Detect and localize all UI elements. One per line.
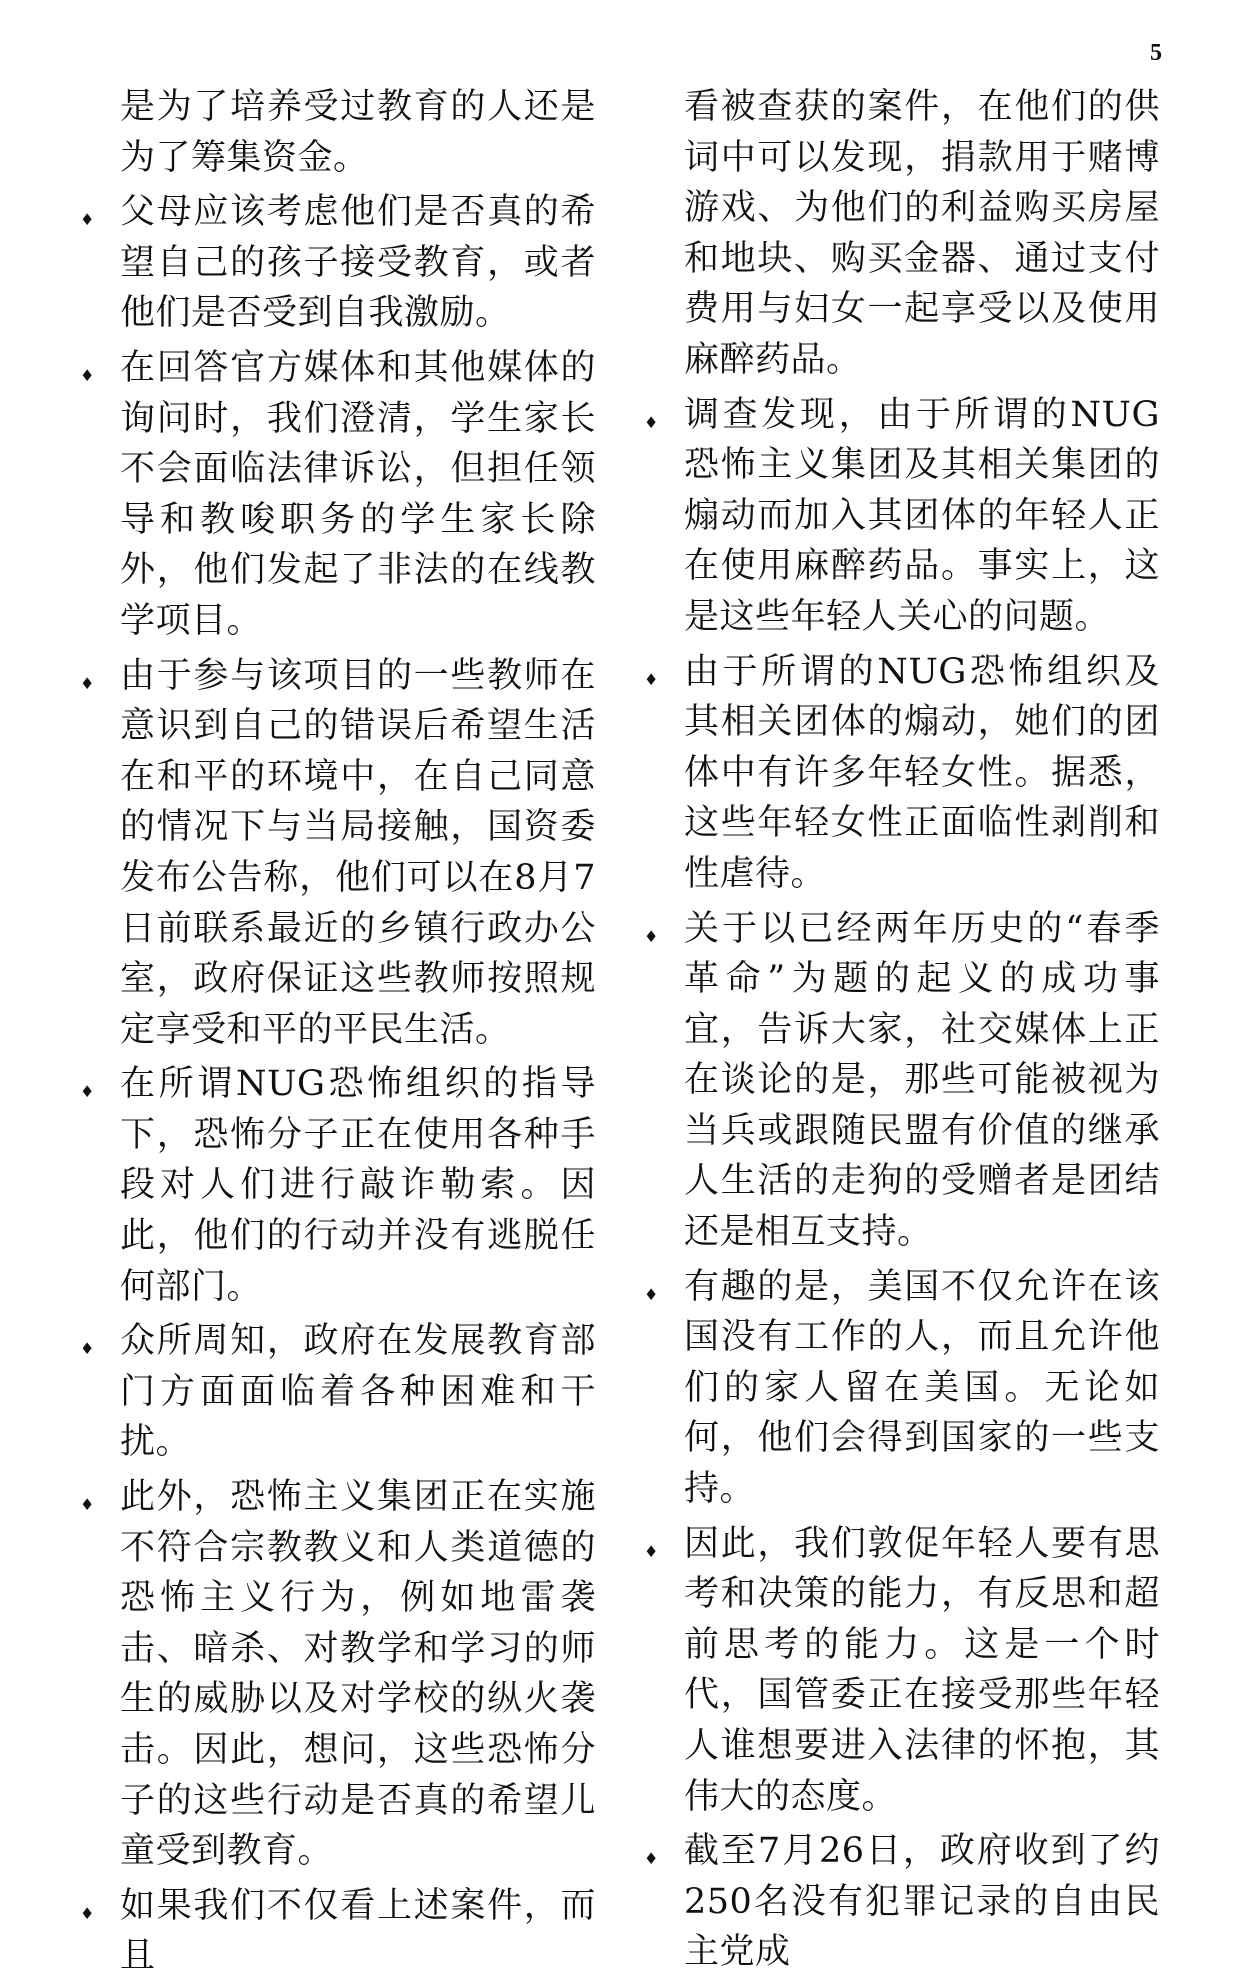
diamond-bullet-icon: ♦ xyxy=(644,1849,659,1869)
right-paragraph-5 xyxy=(640,1262,1160,1515)
paragraph-text: 因此，我们敦促年轻人要有思考和决策的能力，有反思和超前思考的能力。这是一个时代，国管委正在接受那些年轻人谁想要进入法律的怀抱，其伟大的态度。 xyxy=(684,1523,1160,1817)
right-paragraph-7 xyxy=(640,1826,1160,1978)
paragraph-text: 父母应该考虑他们是否真的希望自己的孩子接受教育，或者他们是否受到自我激励。 xyxy=(120,192,596,334)
paragraph-text: 有趣的是，美国不仅允许在该国没有工作的人，而且允许他们的家人留在美国。无论如何，他们会得到国家的一些支持。 xyxy=(684,1266,1160,1510)
left-paragraph-3 xyxy=(76,343,596,647)
left-paragraph-5 xyxy=(76,1059,596,1312)
left-paragraph-1 xyxy=(76,82,596,183)
diamond-bullet-icon: ♦ xyxy=(644,669,659,689)
diamond-bullet-icon: ♦ xyxy=(644,926,659,946)
right-paragraph-6 xyxy=(640,1519,1160,1823)
diamond-bullet-icon: ♦ xyxy=(80,1903,95,1923)
diamond-bullet-icon: ♦ xyxy=(644,1541,659,1561)
paragraph-text: 截至7月26日，政府收到了约250名没有犯罪记录的自由民主党成 xyxy=(684,1831,1160,1973)
paragraph-text: 如果我们不仅看上述案件，而且 xyxy=(120,1885,596,1977)
right-paragraph-2 xyxy=(640,390,1160,643)
paragraph-text: 众所周知，政府在发展教育部门方面面临着各种困难和干扰。 xyxy=(120,1321,596,1463)
left-paragraph-7 xyxy=(76,1472,596,1877)
right-paragraph-3 xyxy=(640,647,1160,900)
diamond-bullet-icon: ♦ xyxy=(80,1082,95,1102)
paragraph-text: 由于所谓的NUG恐怖组织及其相关团体的煽动，她们的团体中有许多年轻女性。据悉，这些年轻女性正面临性剥削和性虐待。 xyxy=(684,651,1160,894)
page-number: 5 xyxy=(1150,40,1162,66)
diamond-bullet-icon: ♦ xyxy=(80,1495,95,1515)
right-column xyxy=(640,82,1160,1982)
left-column xyxy=(76,82,596,1986)
left-paragraph-8 xyxy=(76,1881,596,1982)
paragraph-text: 看被查获的案件，在他们的供词中可以发现，捐款用于赌博游戏、为他们的利益购买房屋和地块、购买金器、通过支付费用与妇女一起享受以及使用麻醉药品。 xyxy=(684,87,1160,380)
left-paragraph-6 xyxy=(76,1316,596,1468)
diamond-bullet-icon: ♦ xyxy=(644,1284,659,1304)
left-paragraph-2 xyxy=(76,187,596,339)
paragraph-text: 由于参与该项目的一些教师在意识到自己的错误后希望生活在和平的环境中，在自己同意的情况下与当局接触，国资委发布公告称，他们可以在8月7日前联系最近的乡镇行政办公室，政府保证这些教师按照规定享受和平的平民生活。 xyxy=(120,655,596,1050)
paragraph-text: 关于以已经两年历史的“春季革命”为题的起义的成功事宜，告诉大家，社交媒体上正在谈论的是，那些可能被视为当兵或跟随民盟有价值的继承人生活的走狗的受赠者是团结还是相互支持。 xyxy=(684,908,1160,1253)
paragraph-text: 调查发现，由于所谓的NUG恐怖主义集团及其相关集团的煽动而加入其团体的年轻人正在使用麻醉药品。事实上，这是这些年轻人关心的问题。 xyxy=(684,394,1160,637)
paragraph-text: 在所谓NUG恐怖组织的指导下，恐怖分子正在使用各种手段对人们进行敲诈勒索。因此，他们的行动并没有逃脱任何部门。 xyxy=(120,1064,596,1307)
paragraph-text: 是为了培养受过教育的人还是为了筹集资金。 xyxy=(120,87,596,178)
paragraph-text: 在回答官方媒体和其他媒体的询问时，我们澄清，学生家长不会面临法律诉讼，但担任领导和教唆职务的学生家长除外，他们发起了非法的在线教学项目。 xyxy=(120,347,596,641)
right-paragraph-1 xyxy=(640,82,1160,386)
paragraph-text: 此外，恐怖主义集团正在实施不符合宗教教义和人类道德的恐怖主义行为，例如地雷袭击、暗杀、对教学和学习的师生的威胁以及对学校的纵火袭击。因此，想问，这些恐怖分子的这些行动是否真的希望儿童受到教育。 xyxy=(120,1477,596,1872)
diamond-bullet-icon: ♦ xyxy=(80,1339,95,1359)
diamond-bullet-icon: ♦ xyxy=(80,365,95,385)
diamond-bullet-icon: ♦ xyxy=(80,210,95,230)
left-paragraph-4 xyxy=(76,651,596,1056)
diamond-bullet-icon: ♦ xyxy=(644,412,659,432)
right-paragraph-4 xyxy=(640,904,1160,1258)
diamond-bullet-icon: ♦ xyxy=(80,673,95,693)
